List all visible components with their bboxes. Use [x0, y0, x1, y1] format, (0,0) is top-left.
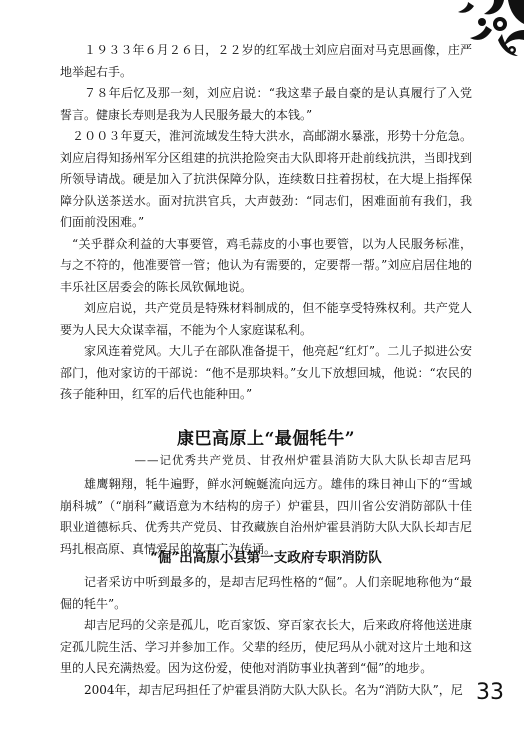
paragraph: 雄鹰翱翔，牦牛遍野，鲜水河蜿蜒流向远方。雄伟的珠日神山下的“雪域崩科城”（“崩科”藏语意为木结构的房子）炉霍县，四川省公安消防部队十佳职业道德标兵、优秀共产党员、甘孜藏族自治州炉霍县消防大队大队长却吉尼玛扎根高原、真情爱民的故事广为传诵。	[60, 477, 472, 556]
paragraph: “关乎群众利益的大事要管，鸡毛蒜皮的小事也要管，以为人民服务标准，与之不符的，他准要管一管；他认为有需要的，定要帮一帮。”刘应启居住地的丰乐社区居委会的陈长凤钦佩地说。	[60, 236, 472, 294]
page-number: 33	[476, 680, 504, 705]
paragraph: 家风连着党风。大儿子在部队准备提干，他亮起“红灯”。二儿子拟进公安部门，他对家访的干部说：“他不是那块料。”女儿下放想回城，他说：“农民的孩子能种田，红军的后代也能种田。”	[60, 344, 472, 401]
paragraph: １９３３年６月２６日，２２岁的红军战士刘应启面对马克思画像，庄严地举起右手。	[60, 43, 472, 79]
paragraph: ２００３年夏天，淮河流域发生特大洪水，高邮湖水暴涨，形势十分危急。刘应启得知扬州军分区组建的抗洪抢险突击大队即将开赴前线抗洪，当即找到所领导请战。硬是加入了抗洪保障分队，连续数日拄着拐杖，在大堤上指挥保障分队送茶送水。面对抗洪官兵，大声鼓劲：“同志们，困难面前有我们，我们面前没困难。”	[60, 129, 472, 229]
paragraph: 却吉尼玛的父亲是孤儿，吃百家饭、穿百家衣长大，后来政府将他送进康定孤儿院生活、学习并参加工作。父辈的经历，使尼玛从小就对这片土地和这里的人民充满热爱。因为这份爱，使他对消防事业执著到“倔”的地步。	[60, 618, 472, 675]
paragraph: ７８年后忆及那一刻，刘应启说：“我这辈子最自豪的是认真履行了入党誓言。健康长寿则是我为人民服务最大的本钱。”	[60, 86, 472, 122]
article-subtitle: ——记优秀共产党员、甘孜州炉霍县消防大队大队长却吉尼玛	[134, 453, 472, 467]
paragraph: 刘应启说，共产党员是特殊材料制成的，但不能享受特殊权利。共产党人要为人民大众谋幸福，不能为个人家庭谋私利。	[60, 301, 472, 337]
section-heading: “倔”出高原小县第一支政府专职消防队	[150, 550, 382, 566]
paragraph: 2004年，却吉尼玛担任了炉霍县消防大队大队长。名为“消防大队”，尼	[84, 682, 463, 697]
article-body-block	[60, 572, 472, 701]
top-text-block	[60, 40, 472, 406]
article-title: 康巴高原上“最倔牦牛”	[176, 429, 356, 449]
paragraph: 记者采访中听到最多的，是却吉尼玛性格的“倔”。人们亲昵地称他为“最倔的牦牛”。	[60, 575, 472, 611]
